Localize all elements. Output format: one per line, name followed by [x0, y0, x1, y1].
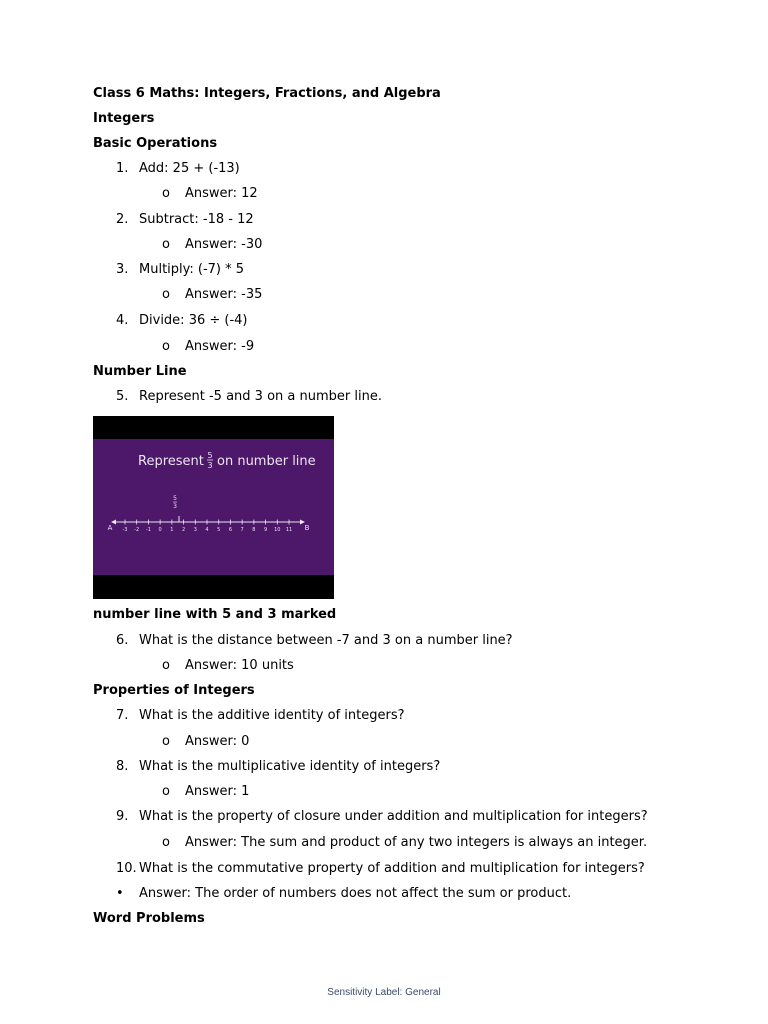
tick-label: 8: [252, 527, 256, 533]
sub-bullet: o: [162, 734, 170, 749]
heading-properties: Properties of Integers: [93, 683, 255, 698]
heading-word-problems: Word Problems: [93, 911, 205, 926]
question-text: Subtract: -18 - 12: [139, 212, 254, 227]
sub-bullet: o: [162, 237, 170, 252]
sub-bullet: o: [162, 784, 170, 799]
figure-heading: Represent: [138, 454, 204, 469]
answer-text: Answer: 10 units: [185, 658, 294, 673]
tick-label: 11: [285, 527, 293, 533]
question-text: What is the distance between -7 and 3 on a number line?: [139, 633, 513, 648]
question-number: 1.: [116, 161, 129, 176]
answer-text: Answer: 1: [185, 784, 250, 799]
bullet-icon: •: [116, 886, 124, 901]
answer-1: [162, 186, 258, 201]
heading-integers: Integers: [93, 111, 155, 126]
question-number: 10.: [116, 861, 137, 876]
tick-label: 7: [240, 527, 244, 533]
question-text: Represent -5 and 3 on a number line.: [139, 389, 382, 404]
question-1: [116, 161, 240, 176]
marker-fraction-den: 3: [173, 503, 177, 510]
end-label-b: B: [304, 524, 310, 532]
question-4: [116, 313, 248, 328]
answer-text: Answer: The order of numbers does not affect the sum or product.: [139, 886, 572, 901]
question-text: What is the multiplicative identity of integers?: [139, 759, 441, 774]
sub-bullet: o: [162, 835, 170, 850]
question-10: [116, 861, 645, 876]
tick-label: -2: [134, 527, 140, 533]
answer-text: Answer: 0: [185, 734, 250, 749]
document-title: Class 6 Maths: Integers, Fractions, and Algebra: [93, 86, 441, 101]
tick-label: -1: [145, 527, 151, 533]
answer-4: [162, 339, 254, 354]
tick-label: 9: [263, 527, 268, 533]
answer-6: [162, 658, 294, 673]
heading-number-line: Number Line: [93, 364, 187, 379]
answer-10: [116, 886, 571, 901]
answer-2: [162, 237, 262, 252]
question-text: Multiply: (-7) * 5: [139, 262, 245, 277]
heading-fraction-num: 5: [207, 451, 213, 460]
question-7: [116, 708, 405, 723]
answer-3: [162, 287, 262, 302]
marker-fraction-num: 5: [173, 495, 177, 502]
tick-label: 10: [274, 527, 281, 533]
sensitivity-label: Sensitivity Label: General: [327, 987, 441, 998]
question-text: What is the property of closure under addition and multiplication for integers?: [139, 809, 648, 824]
end-label-a: A: [107, 524, 113, 532]
question-number: 3.: [116, 262, 129, 277]
question-number: 5.: [116, 389, 129, 404]
question-number: 8.: [116, 759, 129, 774]
tick-label: -3: [122, 527, 128, 533]
question-number: 9.: [116, 809, 129, 824]
sub-bullet: o: [162, 287, 170, 302]
answer-text: Answer: 12: [185, 186, 258, 201]
question-number: 4.: [116, 313, 129, 328]
answer-text: Answer: The sum and product of any two integers is always an integer.: [185, 835, 648, 850]
question-text: Divide: 36 ÷ (-4): [139, 313, 248, 328]
question-text: Add: 25 + (-13): [139, 161, 240, 176]
tick-label: 1: [170, 527, 174, 533]
answer-text: Answer: -9: [185, 339, 255, 354]
number-line-drawing: [93, 416, 334, 599]
answer-text: Answer: -30: [185, 237, 263, 252]
tick-label: 3: [193, 527, 197, 533]
number-line-image: [93, 416, 334, 599]
question-5: [116, 389, 382, 404]
question-3: [116, 262, 244, 277]
tick-label: 5: [217, 527, 221, 533]
answer-9: [162, 835, 647, 850]
sub-bullet: o: [162, 339, 170, 354]
sub-bullet: o: [162, 658, 170, 673]
tick-label: 4: [205, 527, 209, 533]
question-text: What is the additive identity of integers?: [139, 708, 405, 723]
figure-caption: number line with 5 and 3 marked: [93, 607, 337, 622]
sub-bullet: o: [162, 186, 170, 201]
question-text: What is the commutative property of addition and multiplication for integers?: [139, 861, 645, 876]
tick-label: 0: [158, 527, 162, 533]
answer-text: Answer: -35: [185, 287, 263, 302]
answer-8: [162, 784, 249, 799]
tick-label: 2: [181, 527, 186, 533]
tick-label: 6: [228, 527, 233, 533]
question-number: 7.: [116, 708, 129, 723]
question-8: [116, 759, 440, 774]
question-number: 2.: [116, 212, 129, 227]
answer-7: [162, 734, 249, 749]
question-2: [116, 212, 254, 227]
figure-heading-rest: on number line: [217, 454, 316, 469]
question-number: 6.: [116, 633, 129, 648]
heading-basic-operations: Basic Operations: [93, 136, 218, 151]
question-9: [116, 809, 648, 824]
question-6: [116, 633, 513, 648]
heading-fraction-den: 3: [207, 461, 213, 470]
